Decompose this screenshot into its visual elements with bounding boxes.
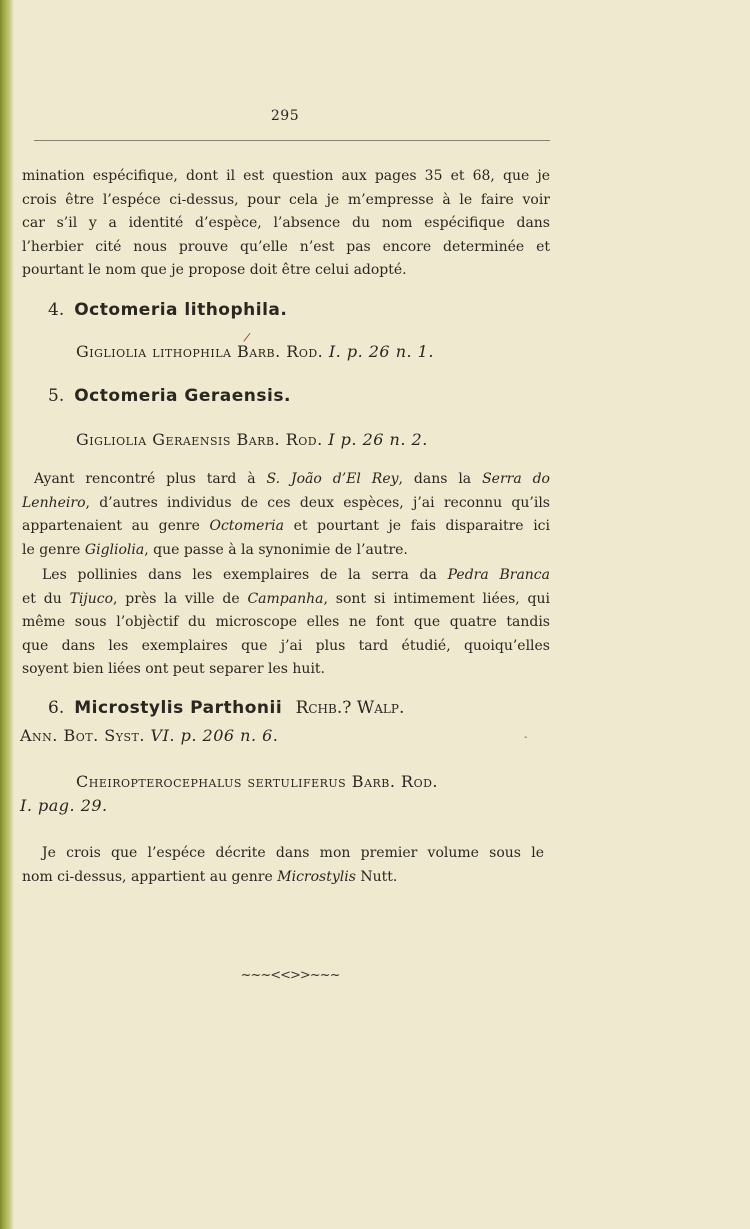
entry-6-citation — [20, 726, 278, 745]
entry-number: 4. — [48, 300, 65, 320]
citation-reference: VI. p. 206 n. 6. — [150, 726, 279, 745]
text-line: Je crois que l’espéce décrite dans mon premier volume sous le — [42, 845, 544, 861]
species-name: Octomeria lithophila. — [74, 300, 288, 320]
text-line: soyent bien liées ont peut separer les huit. — [22, 661, 325, 677]
synonym-6-reference: I. pag. 29. — [20, 796, 108, 815]
paragraph-localities — [22, 468, 550, 562]
species-name: Octomeria Geraensis. — [74, 386, 291, 406]
margin-mark: / — [242, 329, 252, 345]
synonym-name: Gigliolia Geraensis Barb. Rod. — [76, 430, 323, 449]
paragraph-pollinia — [22, 564, 550, 682]
species-heading-4 — [48, 300, 287, 320]
text-line: Les pollinies dans les exemplaires de la serra da Pedra Branca — [42, 567, 550, 583]
text-line: car s’il y a identité d’espèce, l’absence du nom espécifique dans — [22, 215, 550, 231]
text-line: nom ci-dessus, appartient au genre Microstylis Nutt. — [22, 868, 398, 885]
text-line: appartenaient au genre Octomeria et pourtant je fais disparaitre ici — [22, 518, 550, 534]
text-line: mination espécifique, dont il est question aux pages 35 et 68, que je — [22, 168, 550, 184]
species-authors: Rchb.? Walp. — [295, 698, 405, 718]
synonym-4 — [76, 342, 434, 361]
paragraph-conclusion — [22, 842, 544, 889]
text-line: Ayant rencontré plus tard à S. João d’El Rey, dans la Serra do — [34, 471, 550, 487]
page-number: 295 — [270, 108, 300, 124]
text-line: que dans les exemplaires que j’ai plus tard étudié, quoiqu’elles — [22, 637, 550, 654]
text-line: pourtant le nom que je propose doit être celui adopté. — [22, 262, 407, 278]
species-heading-5 — [48, 386, 291, 406]
text-line: même sous l’objèctif du microscope elles ne font que quatre tandis — [22, 614, 550, 630]
header-rule — [34, 140, 550, 141]
text-line: le genre Gigliolia, que passe à la synonimie de l’autre. — [22, 541, 408, 558]
synonym-5 — [76, 430, 428, 449]
text-line: et du Tijuco, près la ville de Campanha, sont si intimement liées, qui — [22, 590, 550, 607]
synonym-reference: I p. 26 n. 2. — [328, 430, 428, 449]
synonym-name: Gigliolia lithophila Barb. Rod. — [76, 342, 324, 361]
species-heading-6 — [48, 698, 404, 718]
entry-number: 6. — [48, 698, 65, 718]
species-name: Microstylis Parthonii — [74, 698, 283, 718]
citation-journal: Ann. Bot. Syst. — [20, 726, 145, 745]
synonym-reference: I. p. 26 n. 1. — [328, 342, 434, 361]
paragraph-intro — [22, 165, 550, 283]
end-ornament: ~~~<<>>~~~ — [240, 968, 340, 983]
synonym-6: Cheiropterocephalus sertuliferus Barb. Rod. — [76, 772, 439, 791]
margin-mark: - — [524, 732, 528, 743]
text-line: crois être l’espéce ci-dessus, pour cela je m’empresse à le faire voir — [22, 191, 550, 208]
text-line: l’herbier cité nous prouve qu’elle n’est pas encore determinée et — [22, 238, 550, 255]
entry-number: 5. — [48, 386, 65, 406]
text-line: Lenheiro, d’autres individus de ces deux espèces, j’ai reconnu qu’ils — [22, 494, 550, 511]
page-binding-edge — [0, 0, 14, 1229]
